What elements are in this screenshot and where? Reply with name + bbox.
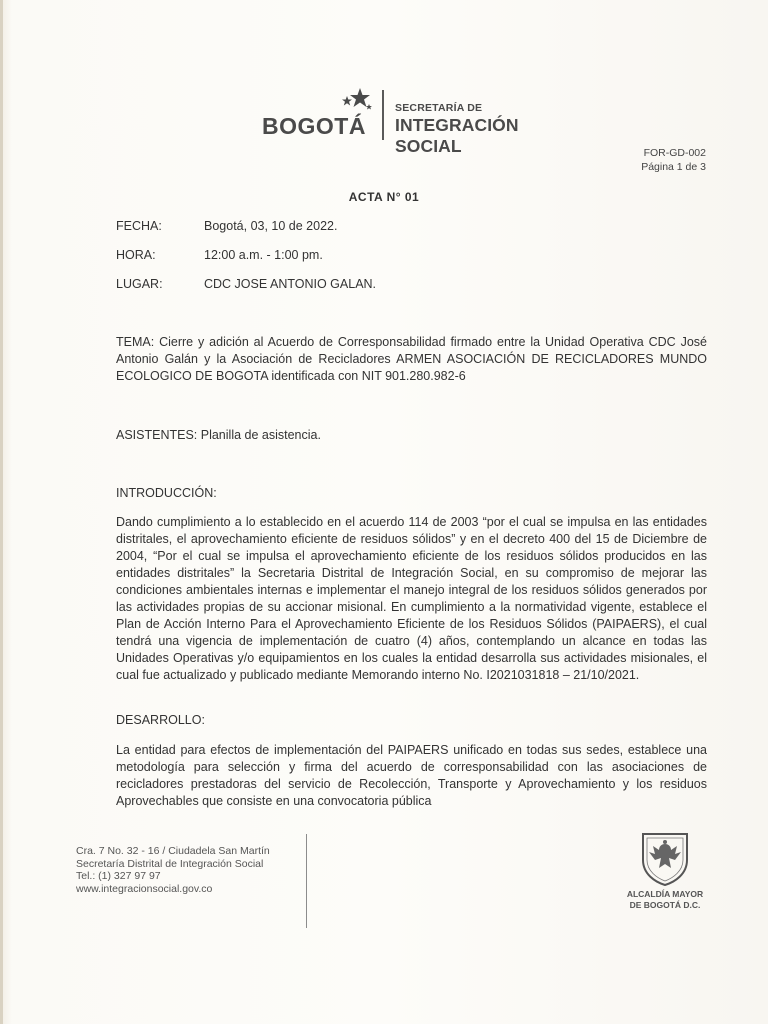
meta-row-hora: [116, 248, 323, 262]
tema-paragraph: TEMA: Cierre y adición al Acuerdo de Corresponsabilidad firmado entre la Unidad Operativa CDC José Antonio Galán y la Asociación de Recicladores ARMEN ASOCIACIÓN DE RECICLADORES MUNDO ECOLOGICO DE BOGOTA identificada con NIT 901.280.982-6: [116, 335, 707, 383]
document-code-block: [641, 146, 706, 174]
meta-row-lugar: [116, 277, 376, 291]
footer-address: Cra. 7 No. 32 - 16 / Ciudadela San Martín: [76, 845, 270, 857]
footer-entity: Secretaría Distrital de Integración Social: [76, 857, 264, 870]
meta-value: Bogotá, 03, 10 de 2022.: [204, 219, 338, 233]
meta-row-fecha: [116, 219, 337, 233]
footer-contact: [76, 845, 270, 895]
logo-divider: [382, 90, 384, 140]
meta-label: FECHA:: [116, 219, 162, 233]
page-edge: [0, 0, 3, 1024]
document-code: FOR-GD-002: [643, 147, 706, 159]
alcaldia-label: [610, 889, 720, 910]
page-info: Página 1 de 3: [641, 161, 706, 173]
footer-divider: [306, 834, 307, 928]
introduccion-heading: INTRODUCCIÓN:: [116, 486, 217, 500]
desarrollo-paragraph: La entidad para efectos de implementación del PAIPAERS unificado en todas sus sedes, establece una metodología para selección y firma del acuerdo de corresponsabilidad con las asociaciones de recicladores prestadoras del servicio de Recolección, Transporte y Aprovechamiento y los residuos Aprovechables que consiste en una convocatoria pública: [116, 743, 707, 808]
meta-label: HORA:: [116, 248, 156, 262]
alcaldia-line1: ALCALDÍA MAYOR: [626, 889, 704, 899]
meta-value: 12:00 a.m. - 1:00 pm.: [204, 248, 323, 262]
bogota-crest-icon: [635, 830, 695, 886]
asistentes-line: ASISTENTES: Planilla de asistencia.: [116, 428, 321, 442]
meta-value: CDC JOSE ANTONIO GALAN.: [204, 277, 377, 291]
bogota-logo: [262, 86, 562, 156]
logo-bogota-text: BOGOTÁ: [262, 113, 366, 139]
footer-phone: Tel.: (1) 327 97 97: [76, 870, 161, 882]
footer-website: www.integracionsocial.gov.co: [76, 882, 213, 895]
introduccion-paragraph: Dando cumplimiento a lo establecido en el acuerdo 114 de 2003 “por el cual se impulsa en las entidades distritales, el aprovechamiento eficiente de residuos sólidos” y en el decreto 400 del 15 de Diciembre de 2004, “Por el cual se impulsa el aprovechamiento eficiente de los residuos sólidos producidos en las entidades distritales” la Secretaria Distrital de Integración Social, en su compromiso de mejorar las condiciones ambientales internas e implementar el manejo integral de los residuos sólidos generados por las actividades propias de su accionar misional. En cumplimiento a la normatividad vigente, establece el Plan de Acción Interno Para el Aprovechamiento Eficiente de los Residuos Sólidos (PAIPAERS), el cual tendrá una vigencia de implementación de cuatro (4) años, contemplando un alcance en todas las Unidades Operativas y/o equipamientos en los cuales la entidad desarrolla sus actividades misionales, el cual fue actualizado y publicado mediante Memorando interno No. I2021031818 – 21/10/2021.: [116, 515, 707, 682]
logo-secretaria-line1: SECRETARÍA DE: [395, 102, 483, 114]
stars-icon: [338, 86, 374, 116]
desarrollo-heading: DESARROLLO:: [116, 713, 205, 727]
acta-title: ACTA N° 01: [348, 190, 420, 204]
logo-secretaria-line2: INTEGRACIÓN SOCIAL: [395, 115, 519, 156]
alcaldia-line2: DE BOGOTÁ D.C.: [629, 899, 701, 910]
meta-label: LUGAR:: [116, 277, 163, 291]
